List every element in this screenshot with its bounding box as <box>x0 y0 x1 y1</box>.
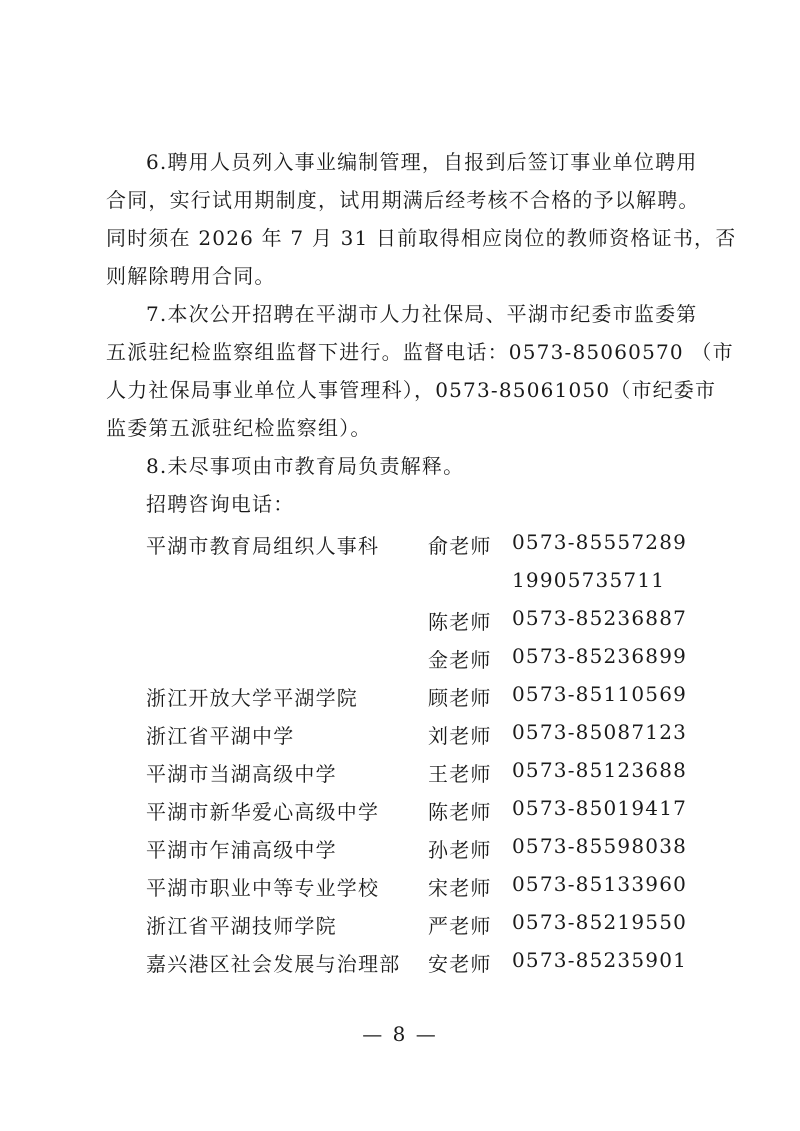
paragraph-6-line-2: 合同，实行试用期制度，试用期满后经考核不合格的予以解聘。 <box>106 188 700 212</box>
contact-phone: 0573-85019417 <box>512 796 688 820</box>
paragraph-7-line-1: 7.本次公开招聘在平湖市人力社保局、平湖市纪委市监委第 <box>146 302 698 326</box>
contact-unit: 平湖市乍浦高级中学 <box>146 838 337 862</box>
contact-phone: 0573-85219550 <box>512 910 688 934</box>
contact-phone: 0573-85123688 <box>512 758 688 782</box>
contact-row <box>146 796 688 826</box>
paragraph-6-line-1: 6.聘用人员列入事业编制管理，自报到后签订事业单位聘用 <box>146 150 698 174</box>
contact-unit: 嘉兴港区社会发展与治理部 <box>146 952 401 976</box>
contact-row <box>146 568 666 598</box>
contact-phone: 0573-85087123 <box>512 720 688 744</box>
paragraph-8-line-1: 8.未尽事项由市教育局负责解释。 <box>146 454 465 478</box>
contact-row <box>146 910 688 940</box>
paragraph-7-line-3: 人力社保局事业单位人事管理科），0573-85061050（市纪委市 <box>106 378 717 402</box>
contact-phone: 0573-85236887 <box>512 606 688 630</box>
contact-person: 王老师 <box>428 762 492 786</box>
page-number: — 8 — <box>362 1022 438 1046</box>
paragraph-6-line-3: 同时须在 2026 年 7 月 31 日前取得相应岗位的教师资格证书，否 <box>106 226 737 250</box>
paragraph-6-line-4: 则解除聘用合同。 <box>106 264 276 288</box>
contact-phone: 0573-85557289 <box>512 530 688 554</box>
paragraph-7-line-2: 五派驻纪检监察组监督下进行。监督电话：0573-85060570 （市 <box>106 340 734 364</box>
contact-unit: 浙江省平湖技师学院 <box>146 914 337 938</box>
contact-phone: 0573-85133960 <box>512 872 688 896</box>
contact-unit: 平湖市教育局组织人事科 <box>146 534 380 558</box>
contact-person: 宋老师 <box>428 876 492 900</box>
contact-unit: 平湖市当湖高级中学 <box>146 762 337 786</box>
contact-phone: 0573-85236899 <box>512 644 688 668</box>
contact-row <box>146 720 688 750</box>
contact-row <box>146 758 688 788</box>
contact-unit: 平湖市新华爱心高级中学 <box>146 800 380 824</box>
contact-row <box>146 682 688 712</box>
contact-phone: 0573-85235901 <box>512 948 688 972</box>
contact-row <box>146 606 688 636</box>
contact-person: 陈老师 <box>428 610 492 634</box>
contact-person: 俞老师 <box>428 534 492 558</box>
contact-phone: 0573-85110569 <box>512 682 688 706</box>
contact-heading: 招聘咨询电话： <box>146 492 295 516</box>
paragraph-7-line-4: 监委第五派驻纪检监察组）。 <box>106 416 372 440</box>
contact-row <box>146 530 688 560</box>
contact-row <box>146 948 688 978</box>
contact-person: 安老师 <box>428 952 492 976</box>
contact-person: 金老师 <box>428 648 492 672</box>
contact-row <box>146 834 688 864</box>
contact-person: 严老师 <box>428 914 492 938</box>
contact-unit: 浙江开放大学平湖学院 <box>146 686 358 710</box>
contact-person: 陈老师 <box>428 800 492 824</box>
contact-phone: 19905735711 <box>512 568 666 592</box>
contact-row <box>146 872 688 902</box>
contact-person: 刘老师 <box>428 724 492 748</box>
contact-phone: 0573-85598038 <box>512 834 688 858</box>
contact-unit: 平湖市职业中等专业学校 <box>146 876 380 900</box>
contact-row <box>146 644 688 674</box>
contact-person: 顾老师 <box>428 686 492 710</box>
contact-person: 孙老师 <box>428 838 492 862</box>
contact-unit: 浙江省平湖中学 <box>146 724 295 748</box>
